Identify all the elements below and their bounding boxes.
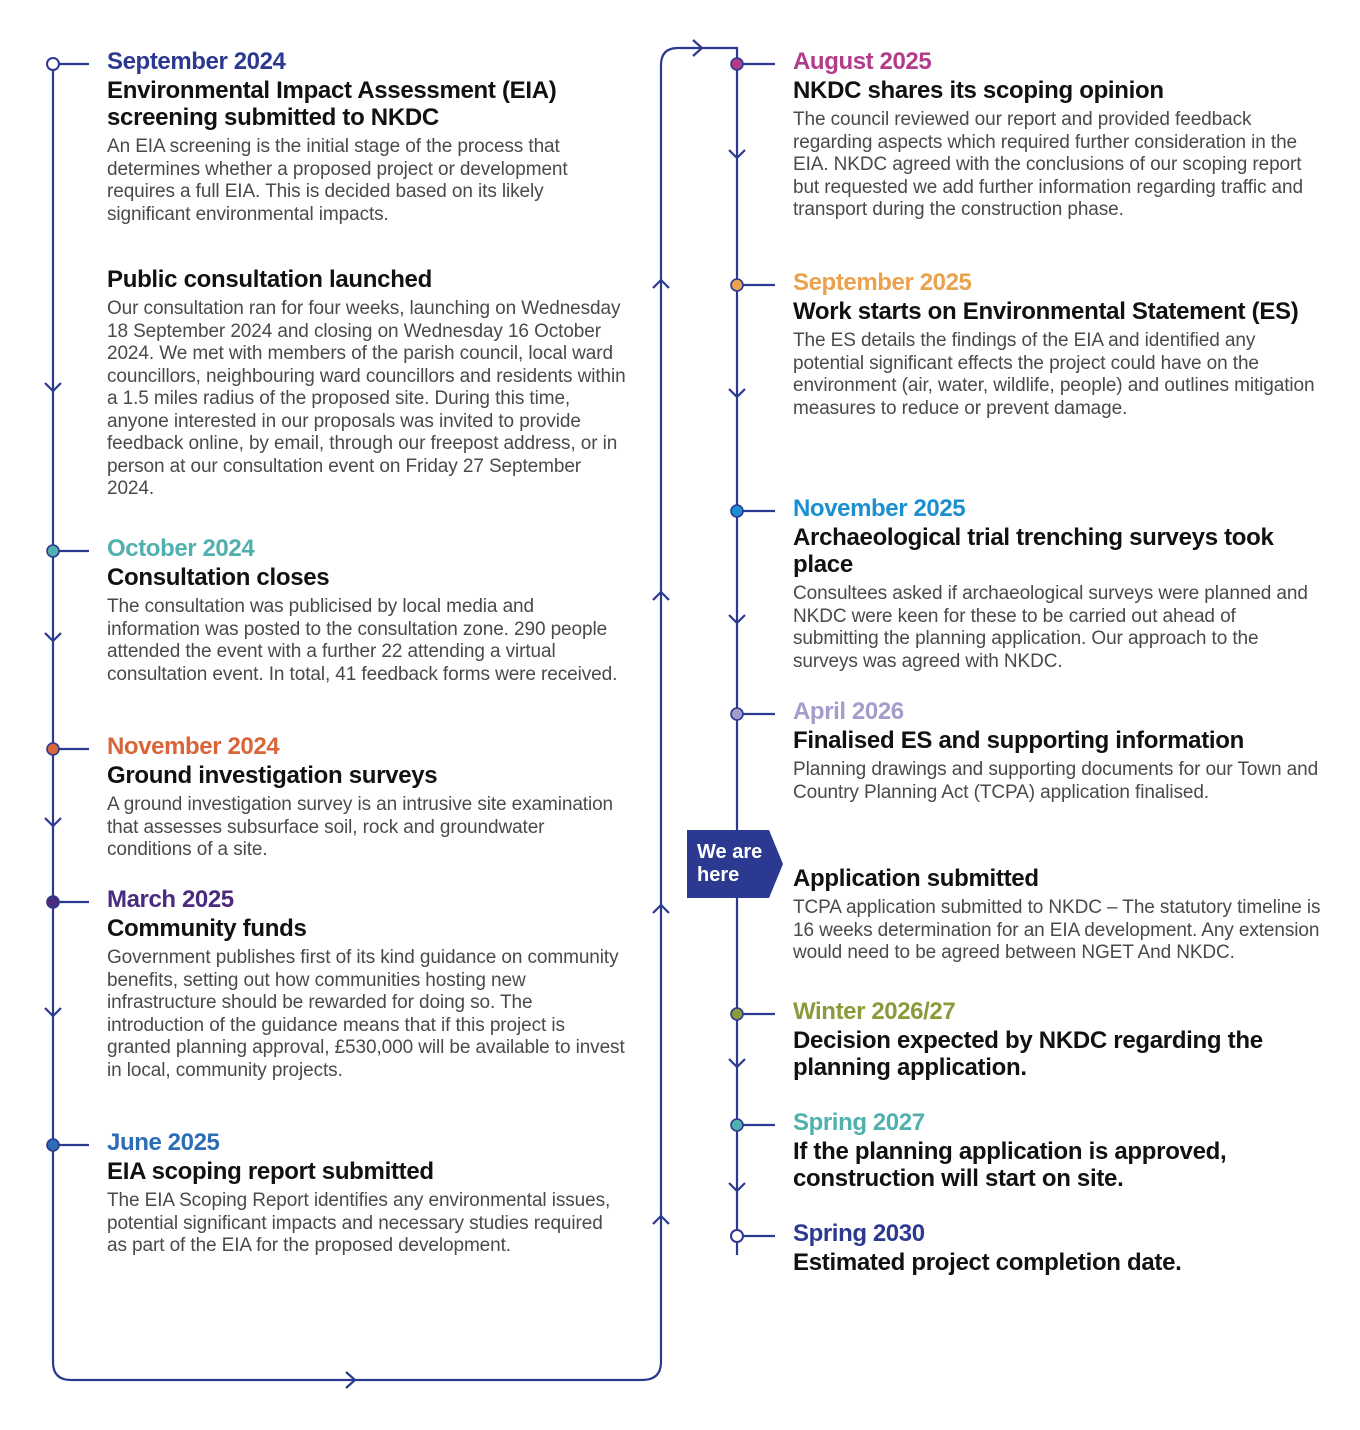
timeline-date: August 2025 xyxy=(793,48,932,75)
timeline-date: November 2025 xyxy=(793,495,966,522)
we-are-here-marker xyxy=(687,830,783,898)
timeline-description: Government publishes first of its kind guidance on community benefits, setting out how communities hosting new infrastructure should be rewarded for doing so. The introduction of the guidance means that if this project is granted planning approval, £530,000 will be available to invest in local, community projects. xyxy=(107,947,625,1081)
timeline-node xyxy=(731,1008,743,1020)
timeline-title: Community funds xyxy=(107,915,307,942)
timeline-entry-march-2025 xyxy=(107,886,627,1082)
timeline-node xyxy=(731,1119,743,1131)
timeline-title: Ground investigation surveys xyxy=(107,762,438,789)
timeline-title: EIA scoping report submitted xyxy=(107,1158,434,1185)
timeline-description: Planning drawings and supporting documents for our Town and Country Planning Act (TCPA) application finalised. xyxy=(793,759,1319,803)
timeline-description: A ground investigation survey is an intrusive site examination that assesses subsurface soil, rock and groundwater conditions of a site. xyxy=(107,794,614,860)
timeline-title: NKDC shares its scoping opinion xyxy=(793,77,1164,104)
timeline-entry-spring-2030 xyxy=(793,1220,1323,1276)
timeline-date: April 2026 xyxy=(793,698,904,725)
timeline-node xyxy=(47,1139,59,1151)
timeline-date: Spring 2030 xyxy=(793,1220,925,1247)
timeline-title: Finalised ES and supporting information xyxy=(793,727,1244,754)
timeline-date: September 2025 xyxy=(793,269,972,296)
timeline-date: September 2024 xyxy=(107,48,286,75)
timeline-node-open xyxy=(731,1230,743,1242)
timeline-title: Environmental Impact Assessment (EIA) screening submitted to NKDC xyxy=(107,77,557,131)
timeline-description: The council reviewed our report and provided feedback regarding aspects which required further consideration in the EIA. NKDC agreed with the conclusions of our scoping report but requested we add further information regarding traffic and transport during the construction phase. xyxy=(793,109,1303,220)
timeline-node xyxy=(731,708,743,720)
timeline-title: Archaeological trial trenching surveys took place xyxy=(793,524,1274,578)
timeline-description: Consultees asked if archaeological surveys were planned and NKDC were keen for these to be carried out ahead of submitting the planning application. Our approach to the surveys was agreed with NKDC. xyxy=(793,583,1308,672)
timeline-title: Estimated project completion date. xyxy=(793,1249,1182,1276)
timeline-entry-april-2026 xyxy=(793,698,1323,804)
timeline-description: TCPA application submitted to NKDC – The statutory timeline is 16 weeks determination for an EIA development. Any extension would need to be agreed between NGET And NKDC. xyxy=(793,897,1321,963)
timeline-entry-september-2024 xyxy=(107,48,627,226)
timeline-entry-public-consultation-launched xyxy=(107,251,627,501)
timeline-node xyxy=(731,505,743,517)
timeline-date: Winter 2026/27 xyxy=(793,998,956,1025)
timeline-description: The consultation was publicised by local media and information was posted to the consultation zone. 290 people attended the event with a further 22 attending a virtual consultation event. In total, 41 feedback forms were received. xyxy=(107,596,618,685)
timeline-date: Spring 2027 xyxy=(793,1109,925,1136)
timeline-title: Decision expected by NKDC regarding the planning application. xyxy=(793,1027,1263,1081)
timeline-description: Our consultation ran for four weeks, launching on Wednesday 18 September 2024 and closing on Wednesday 16 October 2024. We met with members of the parish council, local ward councillors, neighbouring ward councillors and residents within a 1.5 miles radius of the proposed site. During this time, anyone interested in our proposals was invited to provide feedback online, by email, through our freepost address, or in person at our consultation event on Friday 27 September 2024. xyxy=(107,298,626,499)
timeline-entry-august-2025 xyxy=(793,48,1323,222)
we-are-here-label: We are here xyxy=(697,841,763,886)
timeline-entry-november-2024 xyxy=(107,733,627,862)
timeline-date: March 2025 xyxy=(107,886,234,913)
timeline-entry-september-2025 xyxy=(793,269,1323,420)
timeline-entry-october-2024 xyxy=(107,535,627,686)
timeline-node xyxy=(47,545,59,557)
timeline-node-open xyxy=(47,58,59,70)
timeline-node xyxy=(47,896,59,908)
timeline-description: The ES details the findings of the EIA and identified any potential significant effects the project could have on the environment (air, water, wildlife, people) and outlines mitigation measures to reduce or prevent damage. xyxy=(793,330,1315,419)
timeline-entry-spring-2027 xyxy=(793,1109,1323,1192)
timeline-title: Application submitted xyxy=(793,865,1039,892)
timeline-description: The EIA Scoping Report identifies any environmental issues, potential significant impacts and necessary studies required as part of the EIA for the proposed development. xyxy=(107,1190,611,1256)
timeline-description: An EIA screening is the initial stage of the process that determines whether a proposed project or development requires a full EIA. This is decided based on its likely significant environmental impacts. xyxy=(107,136,568,225)
timeline-date: June 2025 xyxy=(107,1129,220,1156)
timeline-entry-november-2025 xyxy=(793,495,1323,673)
timeline-node xyxy=(47,743,59,755)
timeline-date: November 2024 xyxy=(107,733,280,760)
timeline-title: Public consultation launched xyxy=(107,266,432,293)
timeline-title: Consultation closes xyxy=(107,564,330,591)
timeline-entry-application-submitted xyxy=(793,850,1323,965)
timeline-title: If the planning application is approved, construction will start on site. xyxy=(793,1138,1227,1192)
timeline-title: Work starts on Environmental Statement (ES) xyxy=(793,298,1299,325)
timeline-date: October 2024 xyxy=(107,535,255,562)
timeline-node xyxy=(731,279,743,291)
timeline-entry-june-2025 xyxy=(107,1129,627,1258)
timeline-entry-winter-2026-27 xyxy=(793,998,1323,1081)
timeline-node xyxy=(731,58,743,70)
